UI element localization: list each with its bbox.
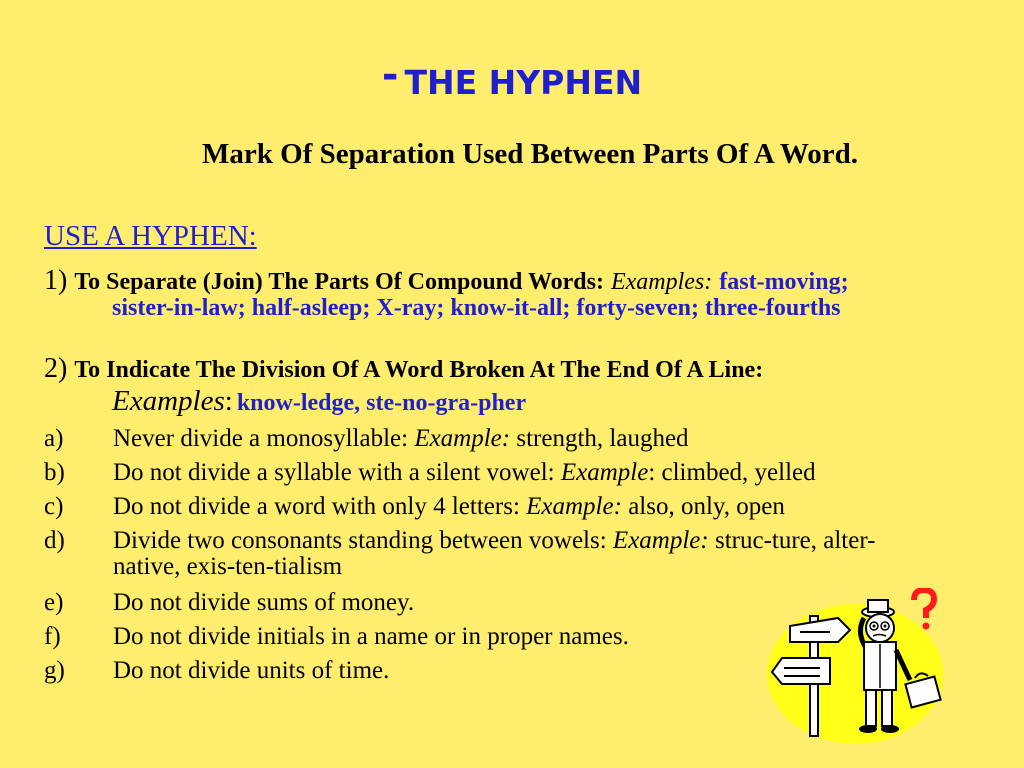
rule-2-number: 2) (44, 353, 68, 384)
question-mark-icon (914, 590, 934, 630)
sub-rule-letter: b) (44, 459, 65, 486)
slide-title (0, 52, 1024, 104)
example-values: struc-ture, alter- (714, 527, 876, 554)
sub-rule-letter: g) (44, 657, 65, 684)
example-label: Example: (526, 493, 622, 520)
rule-2-examples-label: Examples (112, 385, 225, 417)
rule-1-examples-label: Examples: (610, 269, 713, 295)
sub-rule-letter: c) (44, 493, 64, 520)
rule-1-examples-line2: sister-in-law; half-asleep; X-ray; know-it-all; forty-seven; three-fourths (112, 295, 841, 321)
sub-rule-letter: e) (44, 589, 64, 616)
rule-2-examples-colon: : (224, 385, 233, 417)
subtitle: Mark Of Separation Used Between Parts Of A Word. (202, 138, 858, 170)
sub-rule-text: Divide two consonants standing between vowels: Example: struc-ture, alter- native, exis-ten-tialism (113, 527, 876, 580)
sub-rule-text: Do not divide units of time. (113, 657, 390, 684)
sub-rule-letter: f) (44, 623, 61, 650)
example-values: strength, laughed (516, 425, 689, 452)
sub-rule-text: Do not divide initials in a name or in proper names. (113, 623, 629, 650)
example-values: also, only, open (628, 493, 785, 520)
title-dash: - (381, 52, 399, 98)
sub-rule-text: Never divide a monosyllable: Example: strength, laughed (113, 425, 689, 452)
use-heading: USE A HYPHEN: (44, 220, 257, 252)
sub-rule-letter: a) (44, 425, 64, 452)
example-values: : climbed, yelled (648, 459, 816, 486)
rule-1-number: 1) (44, 265, 68, 296)
rule-1 (44, 265, 849, 297)
example-label: Example: (612, 527, 709, 554)
rule-2 (44, 353, 763, 385)
sub-rule-text: Do not divide a syllable with a silent vowel: Example: climbed, yelled (113, 459, 816, 486)
sub-rule-letter: d) (44, 527, 65, 554)
title-text: THE HYPHEN (404, 63, 643, 102)
example-values-continued: native, exis-ten-tialism (113, 553, 343, 580)
example-label: Example (560, 459, 649, 486)
rule-2-examples-values: know-ledge, ste-no-gra-pher (236, 390, 527, 416)
confused-traveler-illustration (760, 588, 960, 748)
rule-1-heading: To Separate (Join) The Parts Of Compound Words: (74, 269, 604, 295)
example-label: Example: (414, 425, 511, 452)
rule-2-heading: To Indicate The Division Of A Word Broken At The End Of A Line: (74, 357, 764, 383)
rule-1-examples-line1: fast-moving; (719, 269, 849, 295)
rule-1-examples-continued (112, 295, 841, 322)
sub-rule-text: Do not divide a word with only 4 letters: Example: also, only, open (113, 493, 785, 520)
sub-rule-text: Do not divide sums of money. (113, 589, 415, 616)
rule-2-examples (112, 385, 526, 418)
